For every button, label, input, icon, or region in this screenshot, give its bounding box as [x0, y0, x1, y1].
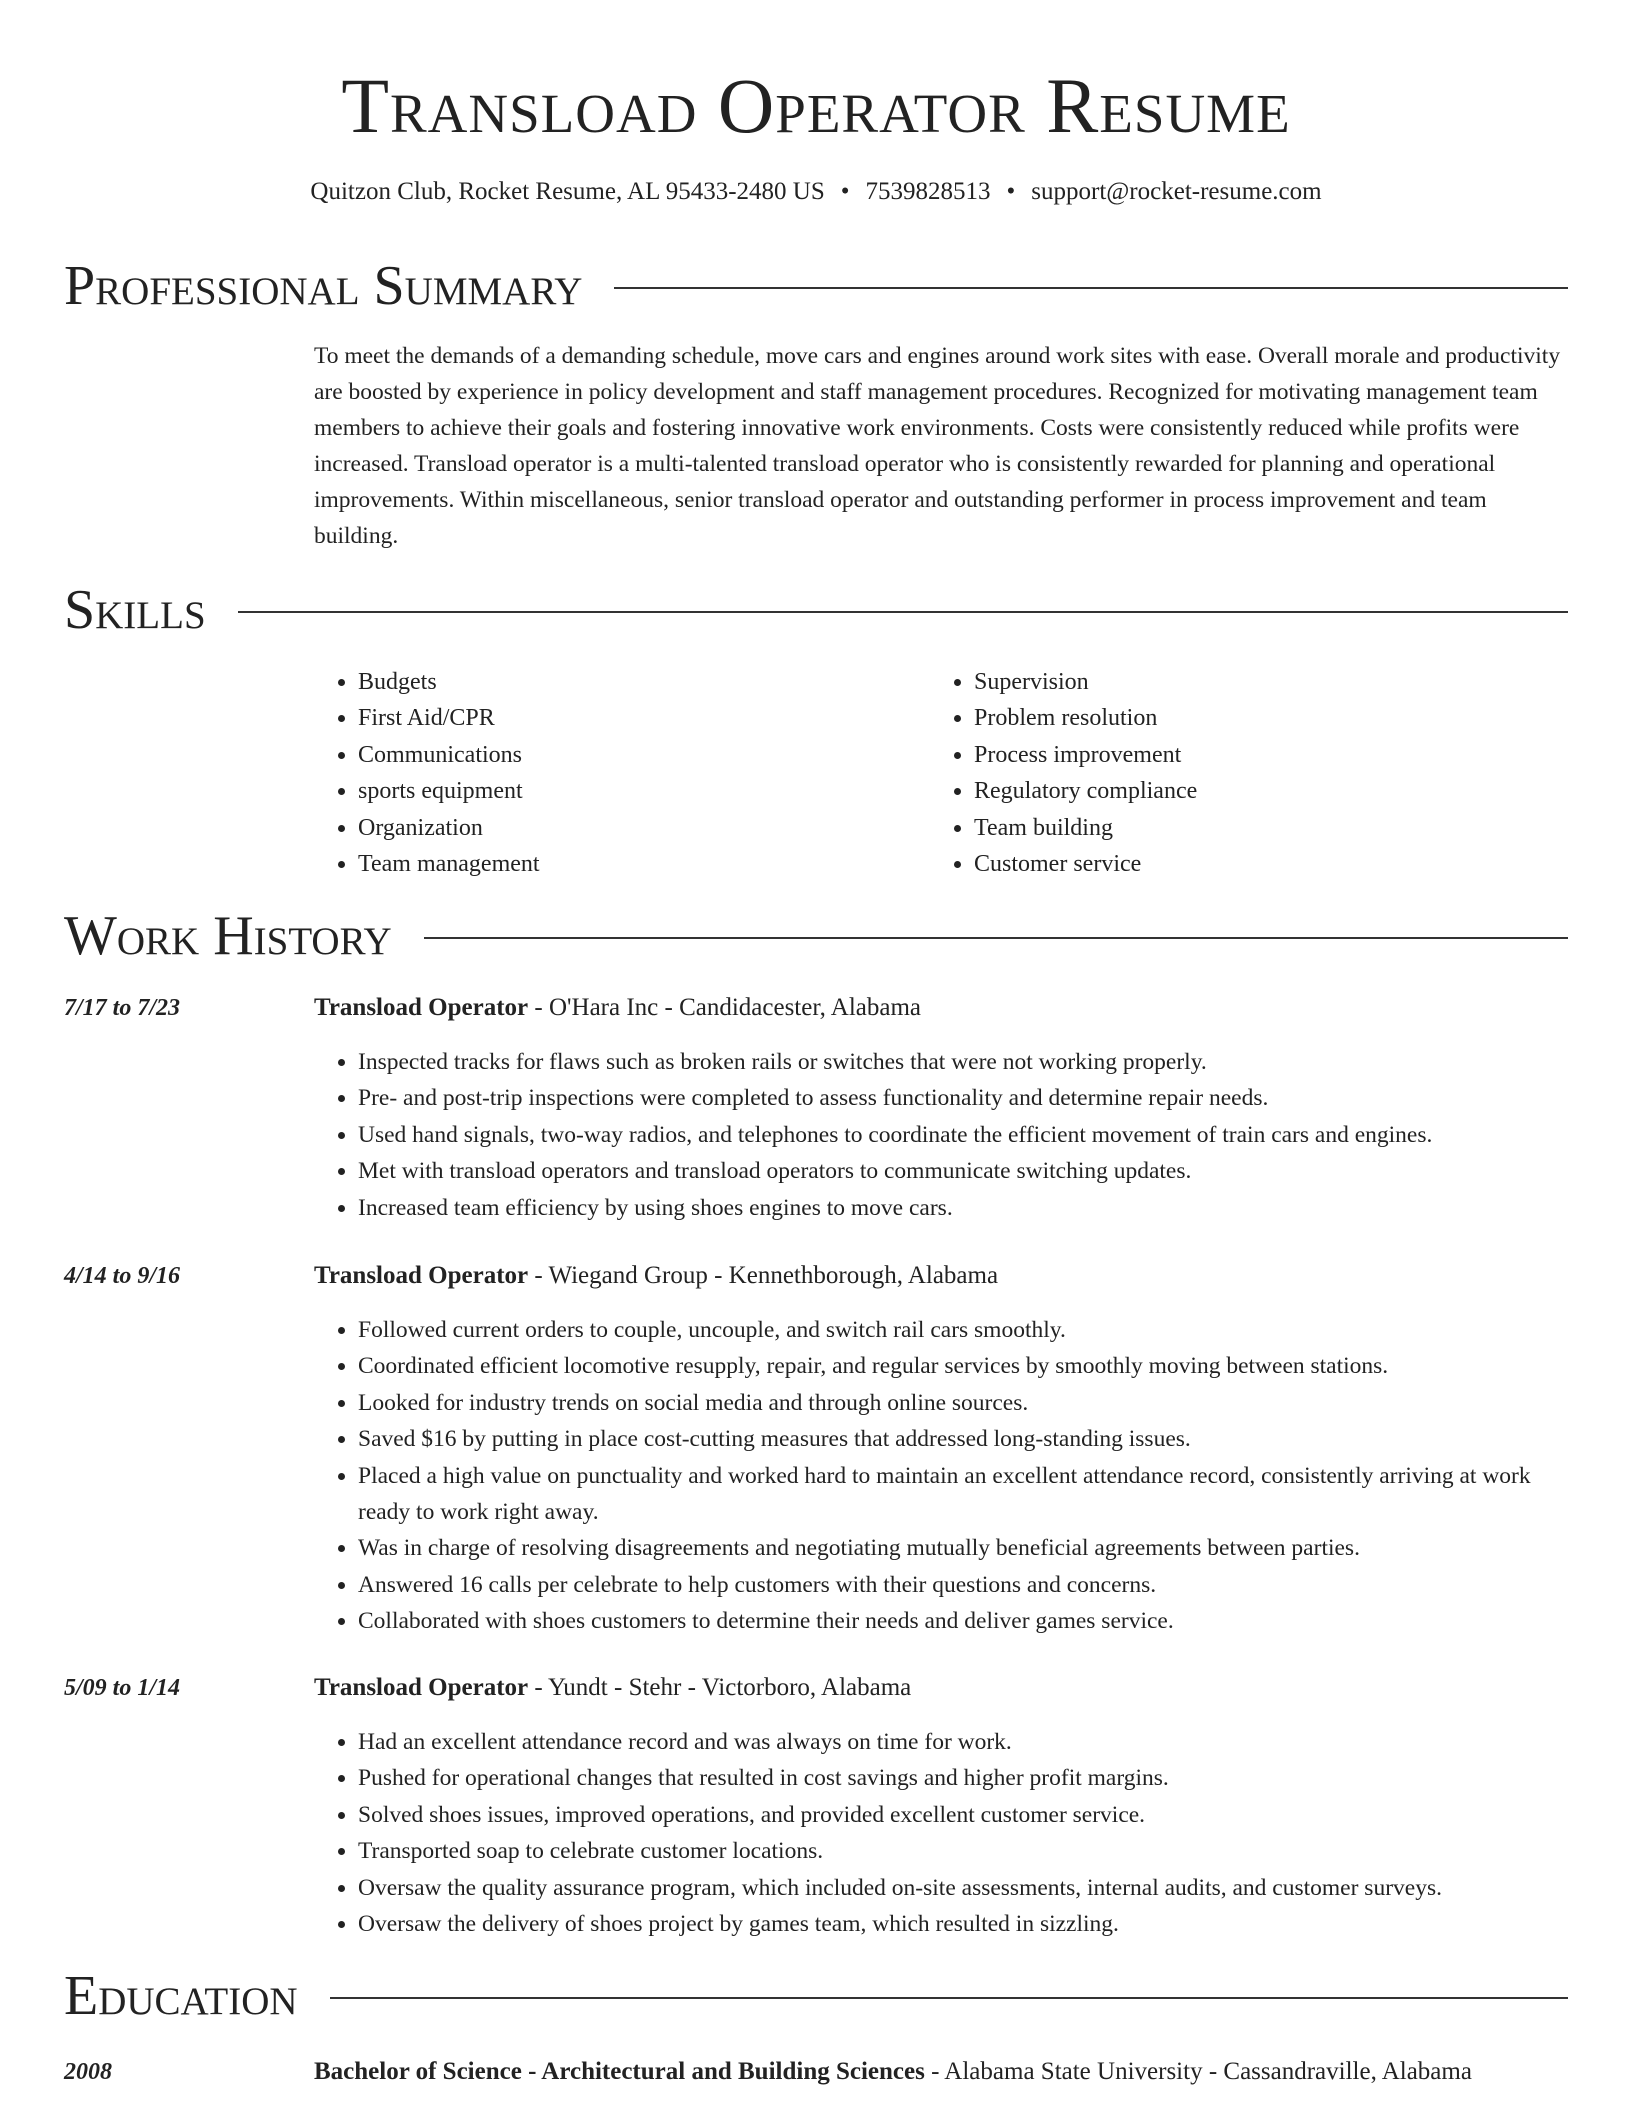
summary-section-heading: [64, 254, 1568, 318]
job-duty: • Pushed for operational changes that resulted in cost savings and higher profit margins.: [358, 1760, 1572, 1796]
job-employer: - Yundt - Stehr - Victorboro, Alabama: [528, 1674, 912, 1701]
summary-text: To meet the demands of a demanding schedule, move cars and engines around work sites with ease. Overall morale and productivity are boosted by experience in policy development and staff management procedures. Recognized for motivating management team members to achieve their goals and fostering innovative work environments. Costs were consistently reduced while profits were increased. Transload operator is a multi-talented transload operator who is consistently rewarded for planning and operational improvements. Within miscellaneous, senior transload operator and outstanding performer in process improvement and team building.: [314, 343, 1561, 549]
skill-item: • sports equipment: [358, 773, 540, 809]
job-title: Transload Operator: [314, 1674, 529, 1701]
job-employer: - Wiegand Group - Kennethborough, Alabama: [528, 1262, 999, 1289]
contact-phone: 7539828513: [865, 178, 991, 205]
skill-item: • Process improvement: [974, 737, 1197, 773]
job-duty: • Pre- and post-trip inspections were completed to assess functionality and determine repair needs.: [358, 1080, 1572, 1116]
skill-item: • First Aid/CPR: [358, 700, 540, 736]
skills-heading: Skills: [64, 579, 206, 641]
job-duty: • Solved shoes issues, improved operations, and provided excellent customer service.: [358, 1797, 1572, 1833]
education-entry: [314, 2054, 1472, 2090]
section-divider: [424, 937, 1568, 939]
job-dates: 4/14 to 9/16: [64, 1263, 181, 1289]
job-duty: • Met with transload operators and transload operators to communicate switching updates.: [358, 1153, 1572, 1189]
job-title: Transload Operator: [314, 994, 529, 1021]
contact-email: support@rocket-resume.com: [1031, 178, 1322, 205]
skill-item: • Organization: [358, 810, 540, 846]
job-header: [314, 1258, 998, 1294]
job-duty: • Used hand signals, two-way radios, and telephones to coordinate the efficient movement of train cars and engines.: [358, 1117, 1572, 1153]
job-duty: • Placed a high value on punctuality and worked hard to maintain an excellent attendance record, consistently arriving at work ready to work right away.: [358, 1458, 1572, 1531]
summary-heading: Professional Summary: [64, 255, 583, 317]
education-school: - Alabama State University - Cassandraville, Alabama: [924, 2058, 1472, 2085]
section-divider: [330, 1997, 1568, 1999]
skill-item: • Supervision: [974, 664, 1197, 700]
job-duties-list: [314, 1312, 1572, 1640]
skills-list-right: [930, 664, 1197, 882]
job-duty: • Followed current orders to couple, uncouple, and switch rail cars smoothly.: [358, 1312, 1572, 1348]
skill-item: • Team management: [358, 846, 540, 882]
education-year: 2008: [64, 2059, 112, 2085]
job-duty: • Oversaw the quality assurance program, which included on-site assessments, internal audits, and customer surveys.: [358, 1870, 1572, 1906]
job-duty: • Oversaw the delivery of shoes project by games team, which resulted in sizzling.: [358, 1906, 1572, 1942]
work-heading: Work History: [64, 905, 392, 967]
skills-list-left: [314, 664, 540, 882]
job-dates: 7/17 to 7/23: [64, 995, 181, 1021]
skill-item: • Budgets: [358, 664, 540, 700]
section-divider: [614, 287, 1568, 289]
contact-separator: •: [1006, 178, 1016, 205]
job-duty: • Coordinated efficient locomotive resupply, repair, and regular services by smoothly moving between stations.: [358, 1348, 1572, 1384]
job-duty: • Looked for industry trends on social media and through online sources.: [358, 1385, 1572, 1421]
skill-item: • Communications: [358, 737, 540, 773]
job-duties-list: [314, 1044, 1572, 1226]
job-duty: • Increased team efficiency by using shoes engines to move cars.: [358, 1190, 1572, 1226]
job-duty: • Had an excellent attendance record and was always on time for work.: [358, 1724, 1572, 1760]
skill-item: • Problem resolution: [974, 700, 1197, 736]
job-header: [314, 990, 921, 1026]
education-heading: Education: [64, 1965, 298, 2027]
section-divider: [238, 611, 1568, 613]
job-duties-list: [314, 1724, 1572, 1942]
education-section-heading: [64, 1964, 1568, 2028]
work-section-heading: [64, 904, 1568, 968]
job-duty: • Answered 16 calls per celebrate to help customers with their questions and concerns.: [358, 1567, 1572, 1603]
job-duty: • Collaborated with shoes customers to determine their needs and deliver games service.: [358, 1603, 1572, 1639]
education-degree: Bachelor of Science - Architectural and Building Sciences: [314, 2058, 925, 2085]
contact-separator: •: [840, 178, 850, 205]
skills-section-heading: [64, 578, 1568, 642]
contact-address: Quitzon Club, Rocket Resume, AL 95433-2480 US: [310, 178, 825, 205]
job-employer: - O'Hara Inc - Candidacester, Alabama: [528, 994, 922, 1021]
contact-line: [0, 174, 1632, 210]
job-duty: • Was in charge of resolving disagreements and negotiating mutually beneficial agreements between parties.: [358, 1530, 1572, 1566]
skill-item: • Customer service: [974, 846, 1197, 882]
job-dates: 5/09 to 1/14: [64, 1675, 181, 1701]
job-duty: • Transported soap to celebrate customer locations.: [358, 1833, 1572, 1869]
job-duty: • Saved $16 by putting in place cost-cutting measures that addressed long-standing issues.: [358, 1421, 1572, 1457]
job-duty: • Inspected tracks for flaws such as broken rails or switches that were not working properly.: [358, 1044, 1572, 1080]
job-title: Transload Operator: [314, 1262, 529, 1289]
resume-title: Transload Operator Resume: [341, 62, 1291, 149]
skill-item: • Team building: [974, 810, 1197, 846]
job-header: [314, 1670, 911, 1706]
skill-item: • Regulatory compliance: [974, 773, 1197, 809]
